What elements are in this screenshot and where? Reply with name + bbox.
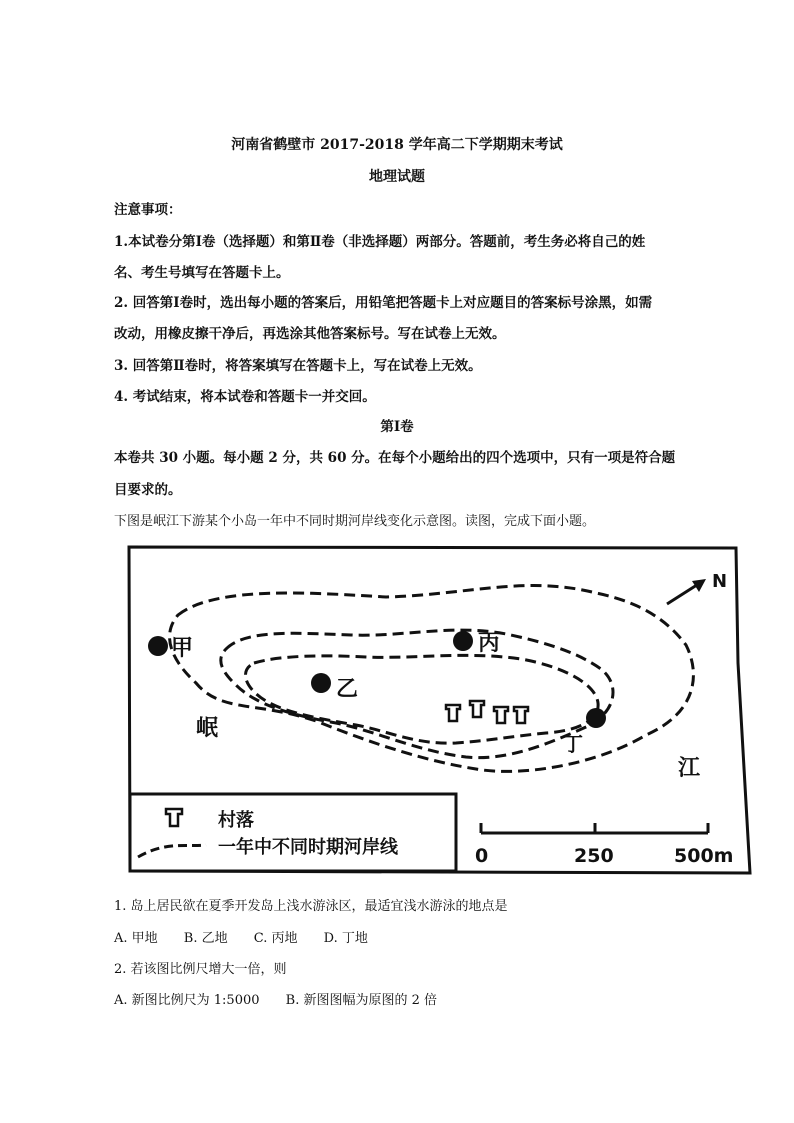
question-2-options <box>114 989 437 1008</box>
north-arrow-icon <box>667 579 706 604</box>
scale-label-500: 500m <box>674 845 734 867</box>
notice-line-2: 名、考生号填写在答题卡上。 <box>114 265 290 281</box>
question-1-options <box>114 927 368 946</box>
shoreline-inner <box>245 655 598 743</box>
notice-heading: 注意事项： <box>114 202 182 218</box>
section-intro: 下图是岷江下游某个小岛一年中不同时期河岸线变化示意图。读图，完成下面小题。 <box>114 514 596 529</box>
section-desc-1: 本卷共 30 小题。每小题 2 分，共 60 分。在每个小题给出的四个选项中，只有一项是符合题 <box>114 450 676 466</box>
island-map <box>126 545 754 875</box>
place-label-bing: 丙 <box>478 631 501 656</box>
q1-option-b: B. 乙地 <box>183 931 228 946</box>
notice-line-4: 改动，用橡皮擦干净后，再选涂其他答案标号。写在试卷上无效。 <box>114 326 506 342</box>
notice-line-3: 2. 回答第Ⅰ卷时，选出每小题的答案后，用铅笔把答题卡上对应题目的答案标号涂黑，如需 <box>114 295 653 311</box>
river-label-jiang: 江 <box>678 756 701 781</box>
scale-label-250: 250 <box>574 845 614 867</box>
scale-bar <box>481 823 708 833</box>
village-icon <box>446 701 528 723</box>
q1-option-d: D. 丁地 <box>323 931 368 946</box>
place-marker-ding <box>586 708 606 728</box>
notice-line-1: 1.本试卷分第Ⅰ卷（选择题）和第Ⅱ卷（非选择题）两部分。答题前，考生务必将自己的姓 <box>114 234 646 250</box>
section-desc-2: 目要求的。 <box>114 482 182 498</box>
north-label: N <box>712 571 728 592</box>
place-label-ding: 丁 <box>563 732 583 756</box>
q2-option-b: B. 新图图幅为原图的 2 倍 <box>285 993 438 1008</box>
q1-option-a: A. 甲地 <box>114 931 158 946</box>
place-label-jia: 甲 <box>171 636 194 661</box>
river-label-min: 岷 <box>196 716 219 741</box>
page-subtitle: 地理试题 <box>369 169 425 185</box>
place-label-yi: 乙 <box>336 677 359 702</box>
shoreline-middle <box>221 630 613 758</box>
question-1-stem: 1. 岛上居民欲在夏季开发岛上浅水游泳区，最适宜浅水游泳的地点是 <box>114 899 508 914</box>
legend-village-label: 村落 <box>218 810 254 831</box>
notice-line-6: 4. 考试结束，将本试卷和答题卡一并交回。 <box>114 389 376 405</box>
q2-option-a: A. 新图比例尺为 1:5000 <box>114 993 260 1008</box>
legend-shoreline-label: 一年中不同时期河岸线 <box>218 837 398 858</box>
shoreline-outer <box>170 586 694 772</box>
scale-label-0: 0 <box>475 845 489 867</box>
section-title: 第Ⅰ卷 <box>380 419 414 435</box>
place-marker-jia <box>148 636 168 656</box>
notice-line-5: 3. 回答第Ⅱ卷时，将答案填写在答题卡上，写在试卷上无效。 <box>114 358 482 374</box>
question-2-stem: 2. 若该图比例尺增大一倍，则 <box>114 962 287 977</box>
place-marker-yi <box>311 673 331 693</box>
page-title: 河南省鹤壁市 2017-2018 学年高二下学期期末考试 <box>231 137 563 153</box>
q1-option-c: C. 丙地 <box>253 931 298 946</box>
place-marker-bing <box>453 631 473 651</box>
legend-box <box>130 794 456 871</box>
